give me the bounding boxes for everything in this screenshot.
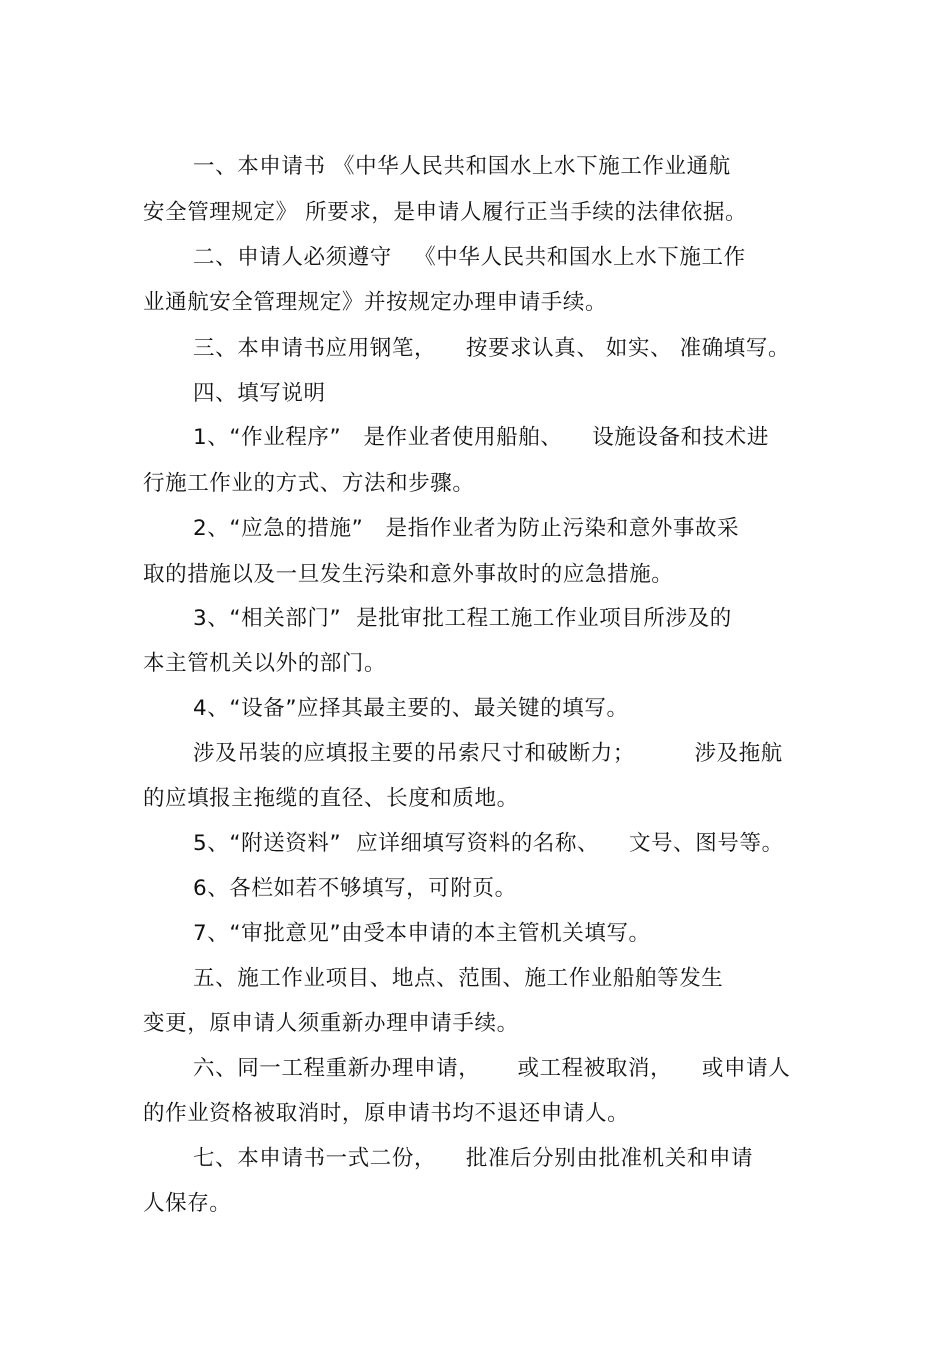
paragraph-2-line-1: 二、申请人必须遵守 《中华人民共和国水上水下施工作 [193,245,746,270]
item-2-line-1: 2、“应急的措施” 是指作业者为防止污染和意外事故采 [193,516,740,541]
item-2-line-2: 取的措施以及一旦发生污染和意外事故时的应急措施。 [143,562,674,587]
item-3-line-2: 本主管机关以外的部门。 [143,651,387,676]
item-1-line-2: 行施工作业的方式、方法和步骤。 [143,471,475,496]
item-1-line-1: 1、“作业程序” 是作业者使用船舶、 设施设备和技术进 [193,425,769,450]
paragraph-7-line-2: 人保存。 [143,1191,232,1216]
item-5-line-1: 5、“附送资料” 应详细填写资料的名称、 文号、图号等。 [193,831,784,856]
item-4-detail-line-1: 涉及吊装的应填报主要的吊索尺寸和破断力； 涉及拖航 [193,741,783,766]
paragraph-5-line-1: 五、施工作业项目、地点、范围、施工作业船舶等发生 [193,966,724,991]
paragraph-6-line-2: 的作业资格被取消时，原申请书均不退还申请人。 [143,1101,630,1126]
paragraph-1-line-2: 安全管理规定》 所要求，是申请人履行正当手续的法律依据。 [143,200,748,225]
item-6-line-1: 6、各栏如若不够填写，可附页。 [193,876,517,901]
item-4-line-1: 4、“设备”应择其最主要的、最关键的填写。 [193,696,629,721]
paragraph-7-line-1: 七、本申请书一式二份， 批准后分别由批准机关和申请 [193,1146,754,1171]
paragraph-5-line-2: 变更，原申请人须重新办理申请手续。 [143,1011,519,1036]
item-3-line-1: 3、“相关部门” 是批审批工程工施工作业项目所涉及的 [193,606,732,631]
paragraph-3-line-1: 三、本申请书应用钢笔， 按要求认真、 如实、 准确填写。 [193,336,791,361]
paragraph-1-line-1: 一、本申请书 《中华人民共和国水上水下施工作业通航 [193,154,731,179]
item-7-line-1: 7、“审批意见”由受本申请的本主管机关填写。 [193,921,651,946]
paragraph-2-line-2: 业通航安全管理规定》并按规定办理申请手续。 [143,290,608,315]
item-4-detail-line-2: 的应填报主拖缆的直径、长度和质地。 [143,786,519,811]
paragraph-4-heading: 四、填写说明 [193,381,326,406]
paragraph-6-line-1: 六、同一工程重新办理申请， 或工程被取消， 或申请人 [193,1056,791,1081]
